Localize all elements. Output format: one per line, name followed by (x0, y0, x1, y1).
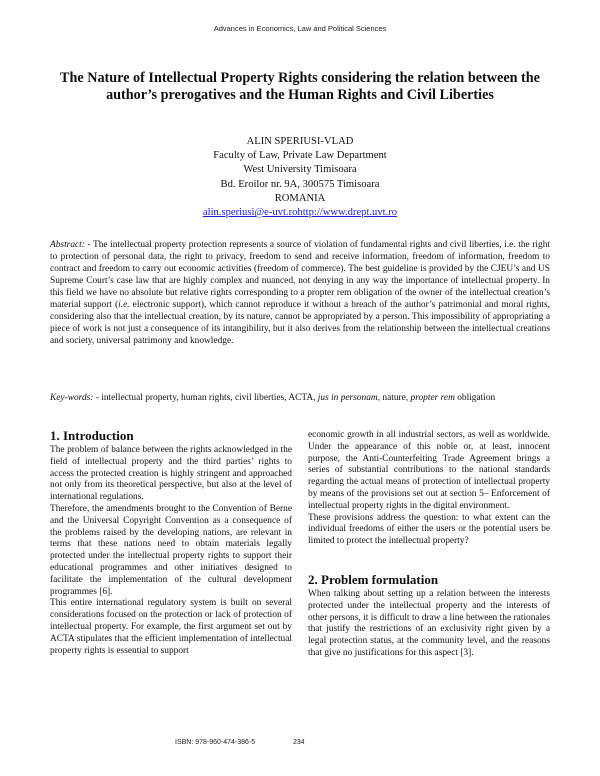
paper-title: The Nature of Intellectual Property Rights considering the relation between the author’s prerogatives and the Human Rights and Civil Liberties (60, 70, 540, 103)
intro-paragraph-continued: economic growth in all industrial sectors, as well as worldwide. Under the appearance of this noble or, at least, innocent purpose, the Anti-Counterfeiting Trade Agreement brings a series of substantial contributions to the national standards regarding the actual means of protection of intellectual property by means of the provisions set out at section 5– Enforcement of intellectual property rights in the digital environment. (308, 430, 550, 511)
author-country: ROMANIA (274, 192, 326, 204)
abstract-label: Abstract: (50, 240, 85, 250)
keywords-text: - intellectual property, human rights, civil liberties, ACTA, (93, 393, 318, 403)
keywords-text-2: , nature, (377, 393, 411, 403)
problem-paragraph-1: When talking about setting up a relation between the interests protected under the intellectual property and the interests of other persons, it is difficult to draw a line between the rationales that justify the restrictions of an exclusivity right given by a legal protection status, at the community level, and the reasons that give no justifications for this aspect [3]. (308, 588, 550, 658)
author-department: Faculty of Law, Private Law Department (213, 150, 387, 162)
page-number: 234 (293, 739, 305, 746)
journal-header: Advances in Economics, Law and Political Sciences (213, 24, 387, 33)
abstract-text-cont: electronic support), which cannot reproduce it without a breach of the author’s patrimonial and moral rights, considering also that the intellectual creation, by its nature, cannot be appropriated by a person. This impossibility of appropriating a piece of work is not just a consequence of its intangibility, but it also derives from the relationship between the intellectual creations and society, universal patrimony and knowledge. (50, 299, 550, 346)
keywords (50, 392, 550, 404)
author-university: West University Timisoara (243, 164, 357, 176)
intro-paragraph-question: These provisions address the question: to what extent can the individual freedoms of either the users or the potential users be limited to protect the intellectual property? (308, 512, 550, 547)
problem-formulation-heading: 2. Problem formulation (308, 571, 439, 587)
intro-paragraph-3: This entire international regulatory system is built on several considerations focused on the protection or lack of protection of intellectual property. For example, the first argument set out by ACTA stipulates that the efficient implementation of intellectual property rights is essential to support (50, 598, 292, 656)
author-email-link[interactable]: alin.speriusi@e-uvt.rohttp://www.drept.uvt.ro (202, 207, 398, 219)
author-name: ALIN SPERIUSI-VLAD (246, 136, 354, 147)
intro-paragraph-2: Therefore, the amendments brought to the Convention of Berne and the Universal Copyright Convention as a consequence of the problems raised by the developing nations, are relevant in terms that these nations need to obtain materials legally protected under the intellectual property rights to support their educational programmes and other initiatives designed to facilitate the implementation of the cultural development programmes [6]. (50, 503, 292, 597)
abstract (50, 240, 550, 348)
keywords-label: Key-words: (50, 393, 94, 403)
right-column (308, 430, 550, 660)
author-block (0, 135, 600, 220)
keywords-italic-1: jus in personam (317, 393, 378, 403)
introduction-heading: 1. Introduction (50, 428, 134, 443)
abstract-ie: i.e. (118, 299, 130, 310)
isbn: ISBN: 978-960-474-386-5 (175, 739, 256, 746)
intro-paragraph-1: The problem of balance between the rights acknowledged in the field of intellectual property and the third parties’ rights to access the protected creation is highly stringent and approached not only from its theoretical perspective, but also at the level of international regulations. (50, 445, 292, 503)
left-column (50, 428, 292, 657)
author-address: Bd. Eroilor nr. 9A, 300575 Timisoara (220, 178, 380, 190)
abstract-text: - The intellectual property protection represents a source of violation of fundamental rights and civil liberties, i.e. the right to protection of personal data, the right to privacy, freedom to send and receive information, freedom of information, freedom to contract and freedom to carry out economic activities (freedom of commerce). The best guideline is provided by the CJEU’s and US Supreme Court’s case law that are highly complex and nuanced, not denying in any way the importance of intellectual property. In this field we have no absolute but relative rights corresponding to a propter rem obligation of the owner of the intellectual creation’s material support ( (50, 240, 550, 310)
keywords-text-3: obligation (454, 393, 496, 403)
keywords-italic-2: propter rem (410, 393, 455, 403)
